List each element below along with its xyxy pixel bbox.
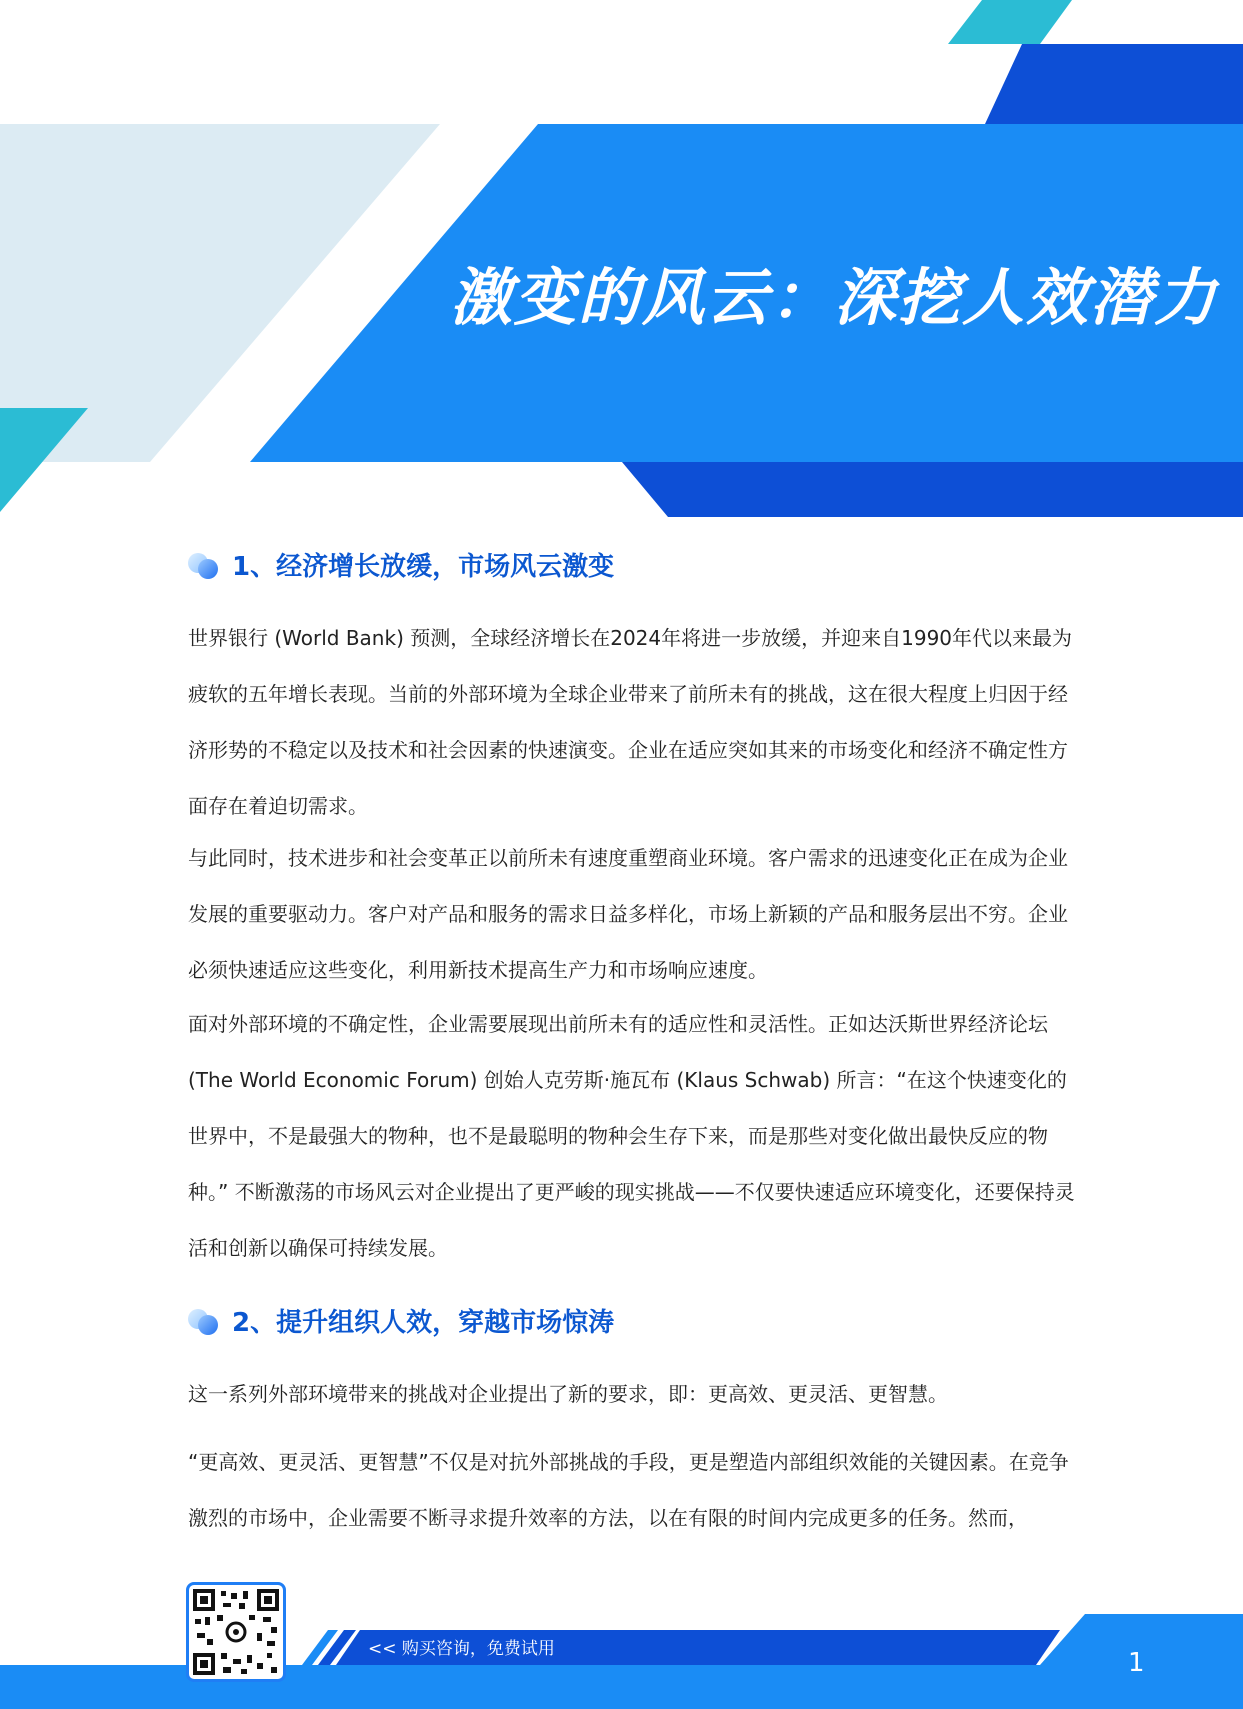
section-title: 1、经济增长放缓，市场风云激变 [232, 551, 615, 582]
section-title: 2、提升组织人效，穿越市场惊涛 [232, 1307, 615, 1338]
paragraph: 面对外部环境的不确定性，企业需要展现出前所未有的适应性和灵活性。正如达沃斯世界经济论坛(The World Economic Forum) 创始人克劳斯·施瓦布 (Klaus Schwab) 所言：“在这个快速变化的世界中，不是最强大的物种，也不是最聪明的物种会生存下来，而是那些对变化做出最快反应的物种。” 不断激荡的市场风云对企业提出了更严峻的现实挑战——不仅要快速适应环境变化，还要保持灵活和创新以确保可持续发展。 [188, 1012, 1075, 1260]
deep-blue-strip-top [985, 44, 1243, 124]
bubble-bullet-icon [188, 1305, 222, 1335]
page-title: 激变的风云：深挖人效潜力 [450, 261, 1219, 334]
paragraph: 这一系列外部环境带来的挑战对企业提出了新的要求，即：更高效、更灵活、更智慧。 [188, 1382, 948, 1406]
paragraph: 世界银行 (World Bank) 预测，全球经济增长在2024年将进一步放缓，并迎来自1990年代以来最为疲软的五年增长表现。当前的外部环境为全球企业带来了前所未有的挑战，这在很大程度上归因于经济形势的不稳定以及技术和社会因素的快速演变。企业在适应突如其来的市场变化和经济不确定性方面存在着迫切需求。 [188, 626, 1073, 818]
section-heading-1 [188, 544, 614, 584]
section-heading-2 [188, 1300, 614, 1340]
footer-cta-link[interactable]: << 购买咨询，免费试用 [368, 1639, 555, 1659]
paragraph: 与此同时，技术进步和社会变革正以前所未有速度重塑商业环境。客户需求的迅速变化正在成为企业发展的重要驱动力。客户对产品和服务的需求日益多样化，市场上新颖的产品和服务层出不穷。企业必须快速适应这些变化，利用新技术提高生产力和市场响应速度。 [188, 846, 1068, 982]
bubble-bullet-icon [188, 549, 222, 579]
paragraph: “更高效、更灵活、更智慧”不仅是对抗外部挑战的手段，更是塑造内部组织效能的关键因素。在竞争激烈的市场中，企业需要不断寻求提升效率的方法，以在有限的时间内完成更多的任务。然而， [188, 1450, 1069, 1530]
deep-blue-strip-bottom [622, 462, 1243, 517]
teal-strip-top [948, 0, 1072, 44]
page-number: 1 [1128, 1648, 1145, 1678]
qr-code-icon[interactable] [186, 1582, 286, 1682]
